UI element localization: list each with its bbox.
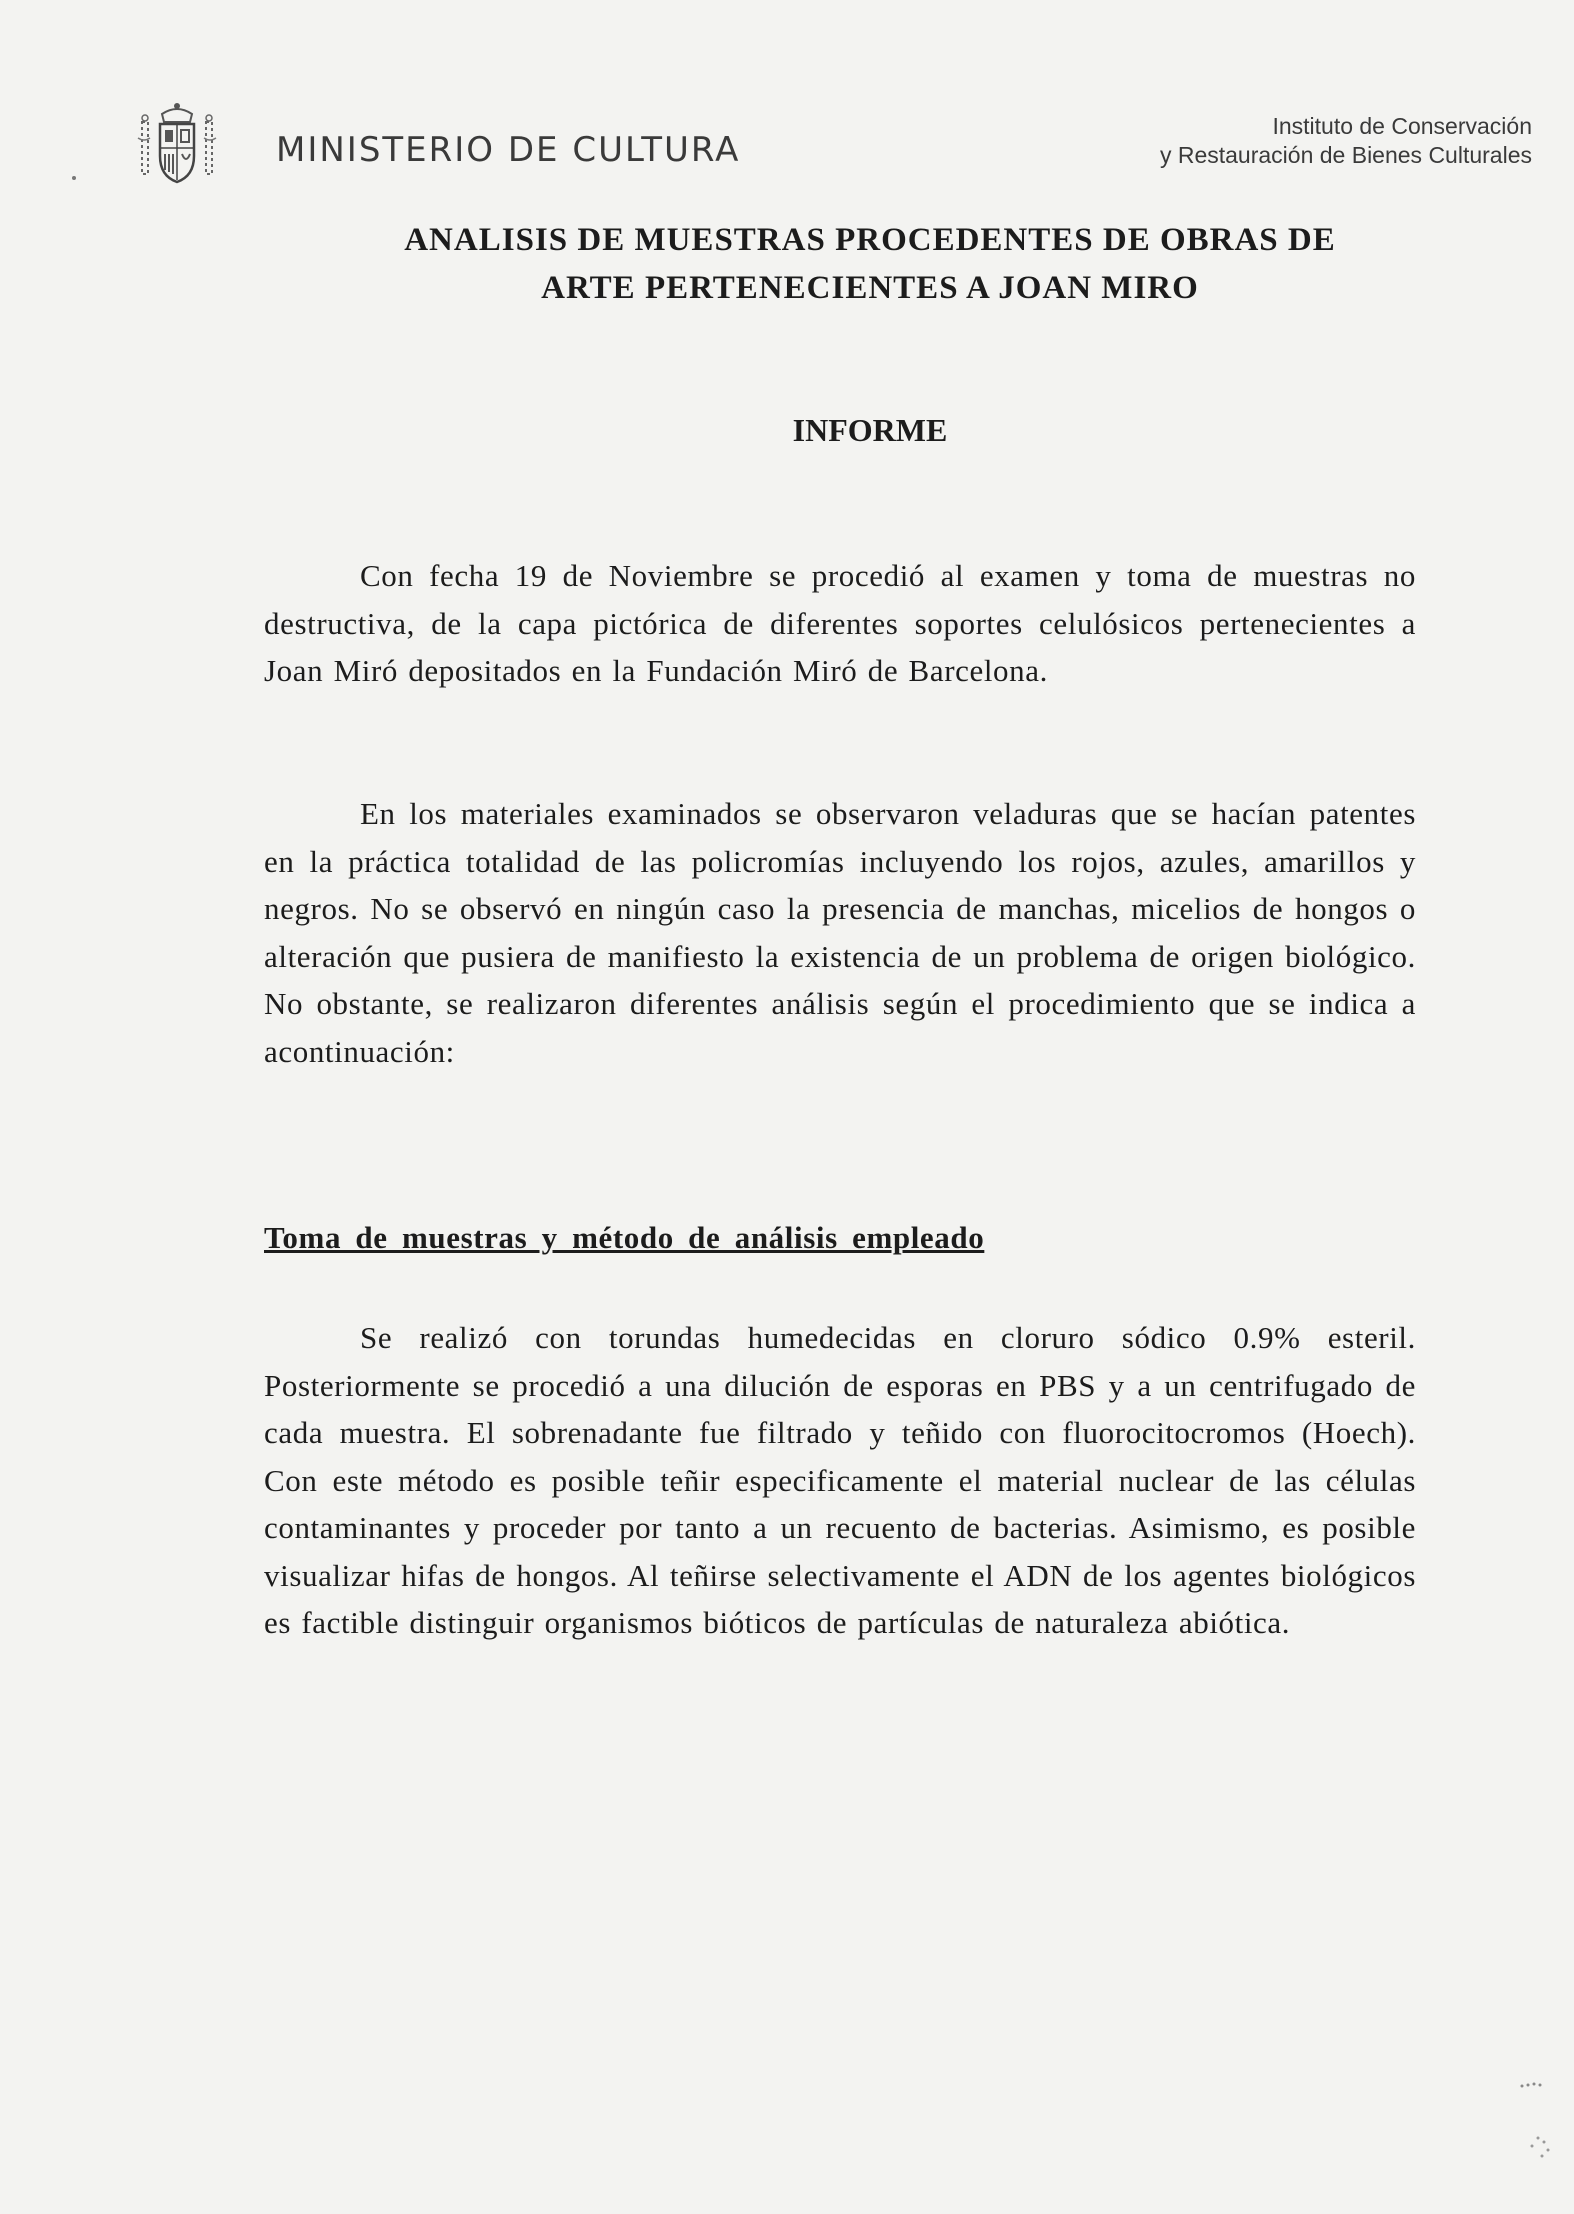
paragraph-observations: En los materiales examinados se observaron veladuras que se hacían patentes en la práctica totalidad de las policromías incluyendo los rojos, azules, amarillos y negros. No se observó en ningún caso la presencia de manchas, micelios de hongos o alteración que pusiera de manifiesto la existencia de un problema de origen biológico. No obstante, se realizaron diferentes análisis según el procedimiento que se indica a acontinuación:	[264, 796, 1416, 1069]
institute-name	[1160, 112, 1532, 170]
paragraph-intro: Con fecha 19 de Noviembre se procedió al examen y toma de muestras no destructiva, de la capa pictórica de diferentes soportes celulósicos pertenecientes a Joan Miró depositados en la Fundación Miró de Barcelona.	[264, 558, 1416, 688]
institute-line-1: Instituto de Conservación	[1272, 113, 1532, 139]
scan-speck	[72, 176, 76, 180]
document-title	[200, 216, 1540, 312]
spanish-coat-of-arms-icon	[132, 98, 222, 188]
section-heading: Toma de muestras y método de análisis empleado	[264, 1220, 985, 1255]
scan-artifact-icon	[1508, 2080, 1558, 2180]
title-line-2: ARTE PERTENECIENTES A JOAN MIRO	[541, 270, 1199, 306]
paragraph-method: Se realizó con torundas humedecidas en cloruro sódico 0.9% esteril. Posteriormente se procedió a una dilución de esporas en PBS y a un centrifugado de cada muestra. El sobrenadante fue filtrado y teñido con fluorocitocromos (Hoech). Con este método es posible teñir especificamente el material nuclear de las células contaminantes y proceder por tanto a un recuento de bacterias. Asimismo, es posible visualizar hifas de hongos. Al teñirse selectivamente el ADN de los agentes biológicos es factible distinguir organismos bióticos de partículas de naturaleza abiótica.	[264, 1320, 1416, 1640]
ministry-name: MINISTERIO DE CULTURA	[276, 130, 741, 170]
document-subtitle: INFORME	[792, 412, 948, 448]
title-line-1: ANALISIS DE MUESTRAS PROCEDENTES DE OBRAS DE	[404, 222, 1336, 258]
institute-line-2: y Restauración de Bienes Culturales	[1159, 142, 1532, 168]
